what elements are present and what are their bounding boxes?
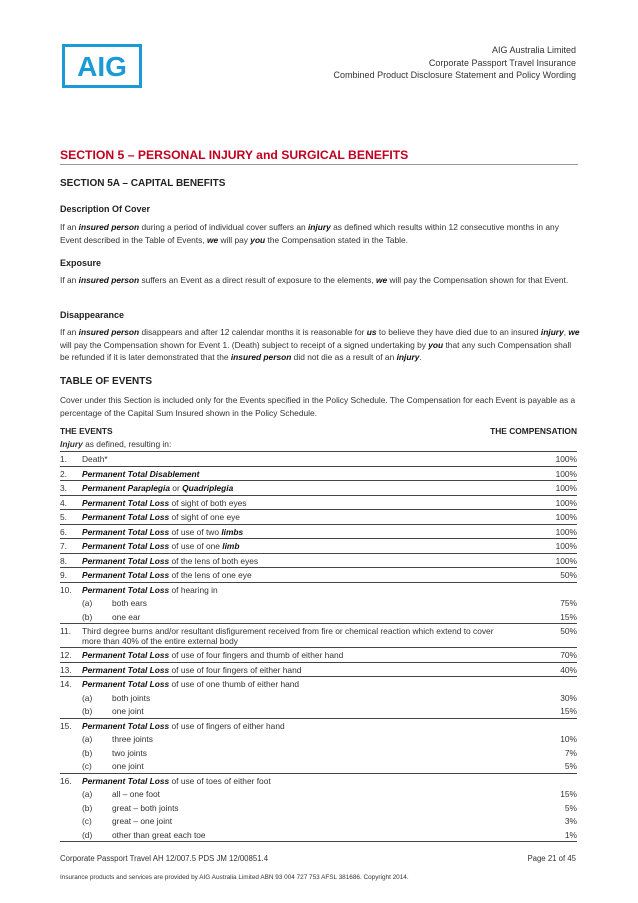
event-compensation: 5%	[564, 802, 577, 813]
header-company: AIG Australia Limited	[491, 45, 576, 55]
event-compensation: 100%	[555, 526, 577, 537]
event-row	[60, 582, 577, 597]
event-subrow	[60, 596, 577, 610]
event-number: 13.	[60, 664, 72, 675]
event-row	[60, 662, 577, 677]
disappearance-paragraph: If an insured person disappears and after 12 calendar months it is reasonable for us to believe they have died due to an insured injury, we will pay the Compensation shown for Event 1. (Death) subject to receipt of a signed undertaking by you that any such Compensation shall be refunded if it is later demonstrated that the insured person did not die as a result of an injury.	[60, 327, 580, 363]
event-row	[60, 623, 577, 647]
event-sub-letter: (c)	[82, 816, 92, 826]
event-row	[60, 451, 577, 466]
event-row	[60, 495, 577, 510]
event-number: 8.	[60, 555, 67, 566]
event-compensation: 100%	[555, 497, 577, 508]
event-description: Permanent Total Loss of use of one limb	[82, 541, 240, 551]
event-number: 6.	[60, 526, 67, 537]
event-compensation: 1%	[564, 829, 577, 840]
event-compensation: 100%	[555, 483, 577, 493]
event-number: 2.	[60, 468, 67, 479]
event-row	[60, 480, 577, 495]
table-header	[60, 426, 577, 436]
event-description: Death*	[82, 454, 108, 464]
event-sub-letter: (d)	[82, 829, 93, 840]
event-compensation: 100%	[555, 512, 577, 522]
footer-legal: Insurance products and services are provided by AIG Australia Limited ABN 93 004 727 753 AFSL 381686. Copyright 2014.	[60, 874, 409, 881]
event-description: Permanent Total Disablement	[82, 468, 200, 479]
event-subrow	[60, 691, 577, 705]
event-number: 4.	[60, 497, 67, 508]
event-compensation: 100%	[555, 468, 577, 479]
event-subrow	[60, 801, 577, 815]
event-number: 11.	[60, 626, 72, 636]
event-number: 3.	[60, 483, 67, 493]
event-row	[60, 538, 577, 553]
footer-document-code: Corporate Passport Travel AH 12/007.5 PDS JM 12/00851.4	[60, 854, 269, 863]
exposure-paragraph: If an insured person suffers an Event as a direct result of exposure to the elements, we will pay the Compensation shown for that Event.	[60, 275, 569, 285]
event-number: 7.	[60, 541, 67, 551]
event-row	[60, 773, 577, 788]
event-description: both joints	[112, 692, 151, 703]
event-row	[60, 647, 577, 662]
event-number: 1.	[60, 454, 67, 464]
event-compensation: 3%	[564, 816, 577, 826]
disappearance-heading: Disappearance	[60, 310, 125, 320]
event-sub-letter: (b)	[82, 706, 93, 716]
event-description: two joints	[112, 747, 147, 758]
event-compensation: 15%	[560, 706, 577, 716]
event-compensation: 40%	[560, 664, 577, 675]
event-description: Permanent Total Loss of sight of one eye	[82, 512, 240, 522]
event-subrow	[60, 746, 577, 760]
event-compensation: 100%	[555, 454, 577, 464]
event-row	[60, 567, 577, 582]
event-description: other than great each toe	[112, 829, 206, 840]
event-compensation: 15%	[560, 789, 577, 799]
event-description: great – both joints	[112, 802, 179, 813]
event-description: Permanent Paraplegia or Quadriplegia	[82, 483, 234, 493]
event-sub-letter: (a)	[82, 598, 93, 608]
event-description: both ears	[112, 598, 147, 608]
event-sub-letter: (b)	[82, 802, 93, 813]
subsection-title: SECTION 5A – CAPITAL BENEFITS	[60, 178, 226, 189]
event-sub-letter: (b)	[82, 747, 93, 758]
event-row	[60, 718, 577, 733]
event-row	[60, 676, 577, 691]
table-bottom-rule	[60, 841, 577, 842]
event-row	[60, 509, 577, 524]
event-description: Permanent Total Loss of the lens of one eye	[82, 570, 252, 580]
event-compensation: 30%	[560, 692, 577, 703]
event-compensation: 5%	[564, 761, 577, 771]
event-description: all – one foot	[112, 789, 160, 799]
event-description: Permanent Total Loss of use of four fingers and thumb of either hand	[82, 650, 344, 660]
event-description: Permanent Total Loss of use of four fingers of either hand	[82, 664, 302, 675]
event-number: 14.	[60, 679, 72, 689]
event-row	[60, 466, 577, 481]
table-of-events-intro: Cover under this Section is included only for the Events specified in the Policy Schedule. The Compensation for each Event is payable as a percentage of the Capital Sum Insured shown in the Policy Schedule.	[60, 395, 576, 418]
table-of-events-heading: TABLE OF EVENTS	[60, 376, 153, 387]
event-row	[60, 553, 577, 568]
events-table	[60, 451, 577, 842]
aig-logo-text: AIG	[77, 51, 127, 82]
aig-logo-mark	[67, 49, 137, 83]
event-compensation: 10%	[560, 734, 577, 744]
event-number: 9.	[60, 570, 67, 580]
footer-page-number: Page 21 of 45	[527, 854, 576, 863]
event-sub-letter: (a)	[82, 734, 93, 744]
event-row	[60, 524, 577, 539]
event-subrow	[60, 759, 577, 773]
event-description: Permanent Total Loss of hearing in	[82, 584, 218, 595]
event-subrow	[60, 704, 577, 718]
event-description: Permanent Total Loss of the lens of both eyes	[82, 555, 259, 566]
event-description: one joint	[112, 761, 144, 771]
event-compensation: 100%	[555, 541, 577, 551]
event-subrow	[60, 610, 577, 624]
event-sub-letter: (c)	[82, 761, 92, 771]
section-title: SECTION 5 – PERSONAL INJURY and SURGICAL BENEFITS	[60, 148, 578, 165]
event-subrow	[60, 787, 577, 801]
event-description: Permanent Total Loss of use of one thumb of either hand	[82, 679, 300, 689]
exposure-heading: Exposure	[60, 258, 102, 268]
event-number: 5.	[60, 512, 67, 522]
event-compensation: 15%	[560, 611, 577, 622]
description-paragraph: If an insured person during a period of individual cover suffers an injury as defined which results within 12 consecutive months in any Event described in the Table of Events, we will pay you the Compensation stated in the Table.	[60, 222, 559, 245]
header-document: Combined Product Disclosure Statement and Policy Wording	[333, 70, 576, 80]
event-sub-letter: (b)	[82, 611, 93, 622]
event-compensation: 100%	[555, 555, 577, 566]
event-description: Permanent Total Loss of sight of both eyes	[82, 497, 247, 508]
event-number: 12.	[60, 650, 72, 660]
aig-logo	[62, 44, 142, 88]
event-description: great – one joint	[112, 816, 173, 826]
event-sub-letter: (a)	[82, 789, 93, 799]
description-heading: Description Of Cover	[60, 204, 151, 214]
event-sub-letter: (a)	[82, 692, 93, 703]
event-description: Permanent Total Loss of use of fingers of either hand	[82, 720, 285, 731]
event-subrow	[60, 814, 577, 828]
header-product: Corporate Passport Travel Insurance	[428, 57, 576, 68]
event-description: one joint	[112, 706, 144, 716]
compensation-column-header: THE COMPENSATION	[490, 426, 577, 436]
event-compensation: 50%	[560, 626, 577, 636]
event-subrow	[60, 732, 577, 746]
event-compensation: 70%	[560, 650, 577, 660]
event-compensation: 7%	[564, 747, 577, 758]
events-column-header: THE EVENTS	[60, 426, 113, 436]
event-number: 10.	[60, 584, 72, 595]
event-compensation: 75%	[560, 598, 577, 608]
event-description: Permanent Total Loss of use of toes of either foot	[82, 775, 271, 786]
event-compensation: 50%	[560, 570, 577, 580]
event-subrow	[60, 828, 577, 842]
event-description: three joints	[112, 734, 153, 744]
event-description: Permanent Total Loss of use of two limbs	[82, 526, 244, 537]
event-number: 15.	[60, 720, 72, 731]
event-description: Third degree burns and/or resultant disfigurement received from fire or chemical reaction which extend to cover more than 40% of the entire external body	[82, 626, 494, 646]
document-header	[334, 44, 576, 82]
table-subheading: Injury as defined, resulting in:	[60, 439, 172, 449]
event-description: one ear	[112, 611, 141, 622]
event-number: 16.	[60, 775, 72, 786]
